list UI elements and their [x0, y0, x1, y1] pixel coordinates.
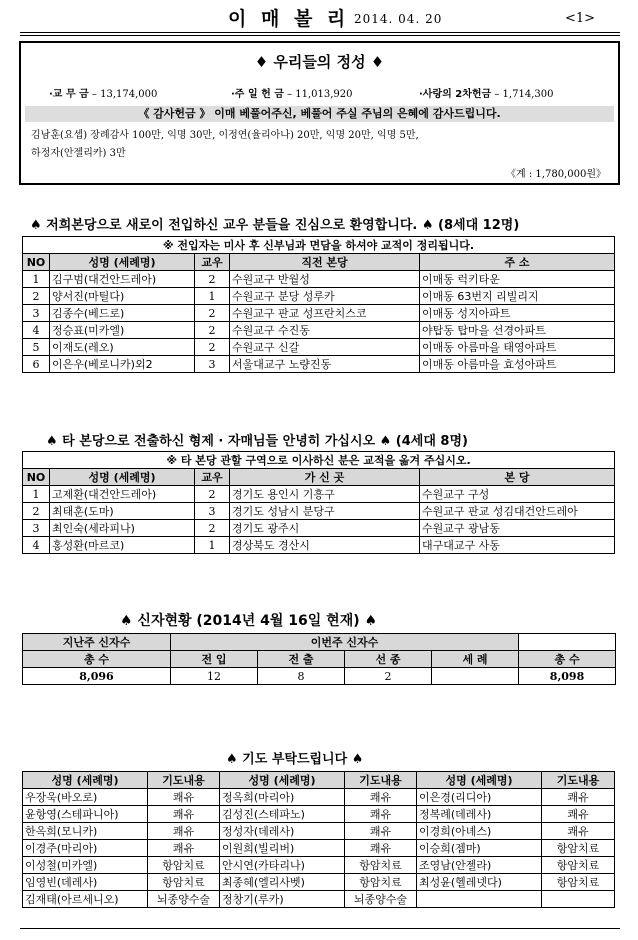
- prayer-cell: 이경희(아녜스): [417, 823, 542, 840]
- prayer-cell: 이성철(미카엘): [23, 857, 148, 874]
- prayer-row: [23, 840, 615, 857]
- prayer-cell: 이원희(빌리버): [220, 840, 345, 857]
- newcomers-note: ※ 전입자는 미사 후 신부님과 면담을 하셔야 교적이 정리됩니다.: [23, 237, 615, 254]
- table-cell: 4: [23, 537, 50, 554]
- page-number: <1>: [565, 11, 596, 26]
- stats-value: 8,098: [519, 668, 616, 685]
- stats-blank-header: [519, 634, 616, 651]
- table-row: [23, 305, 615, 322]
- table-cell: 3: [23, 305, 50, 322]
- prayer-cell: 최성윤(헬레넷다): [417, 874, 542, 891]
- table-cell: 6: [23, 356, 50, 373]
- table-cell: 수원교구 판교 성프란치스코: [230, 305, 420, 322]
- prayer-cell: 쾌유: [148, 823, 220, 840]
- prayer-cell: 정옥희(마리아): [220, 789, 345, 806]
- prayer-cell: 안시연(카타리나): [220, 857, 345, 874]
- column-header: NO: [23, 469, 50, 486]
- table-row: [23, 322, 615, 339]
- thanks-banner: 《 감사헌금 》 이매 베풀어주신, 베풀어 주실 주님의 은혜에 감사드립니다.: [25, 106, 614, 122]
- prayer-row: [23, 874, 615, 891]
- table-cell: 수원교구 구성: [420, 486, 615, 503]
- table-cell: 3: [23, 520, 50, 537]
- table-cell: 정승표(미카엘): [50, 322, 195, 339]
- table-cell: 1: [195, 288, 230, 305]
- bulletin-date: 2014. 04. 20: [354, 12, 443, 26]
- prayer-row: [23, 806, 615, 823]
- table-cell: 수원교구 수진동: [230, 322, 420, 339]
- table-cell: 이매동 아름마을 효성아파트: [420, 356, 615, 373]
- header-rule-2: [20, 35, 620, 36]
- table-cell: 수원교구 분당 성루카: [230, 288, 420, 305]
- transfers-note: ※ 타 본당 관할 구역으로 이사하신 분은 교적을 옮겨 주십시오.: [23, 452, 615, 469]
- table-row: [23, 288, 615, 305]
- column-header: 본 당: [420, 469, 615, 486]
- prayer-cell: 쾌유: [345, 823, 417, 840]
- prayer-cell: 항암치료: [148, 857, 220, 874]
- table-cell: 2: [195, 271, 230, 288]
- offering-item: ·사랑의 2차헌금 – 1,714,300: [419, 89, 554, 100]
- prayer-cell: 정복례(데레사): [417, 806, 542, 823]
- prayer-table: [22, 771, 615, 908]
- column-header: 성명 (세례명): [50, 469, 195, 486]
- header-rule: [20, 32, 620, 33]
- prayer-cell: 항암치료: [542, 840, 615, 857]
- stats-column-header: 선 종: [345, 651, 432, 668]
- stats-last-week-header: 지난주 신자수: [23, 634, 171, 651]
- prayer-cell: 정성자(데레사): [220, 823, 345, 840]
- donor-line: 하정자(안젤리카) 3만: [31, 148, 126, 159]
- column-header: 가 신 곳: [230, 469, 420, 486]
- prayer-column-header: 기도내용: [542, 772, 615, 789]
- table-cell: 수원교구 반월성: [230, 271, 420, 288]
- table-cell: 1: [23, 486, 50, 503]
- table-cell: 야탑동 탑마을 선경아파트: [420, 322, 615, 339]
- table-cell: 2: [23, 288, 50, 305]
- stats-title: ♠ 신자현황 (2014년 4월 16일 현재) ♠: [120, 613, 378, 629]
- prayer-cell: 쾌유: [345, 806, 417, 823]
- prayer-row: [23, 823, 615, 840]
- prayer-cell: 김성진(스테파노): [220, 806, 345, 823]
- offering-item: ·교 무 금 – 13,174,000: [49, 89, 158, 100]
- column-header: 주 소: [420, 254, 615, 271]
- table-cell: 2: [195, 322, 230, 339]
- prayer-cell: 쾌유: [542, 806, 615, 823]
- prayer-cell: 쾌유: [148, 789, 220, 806]
- table-cell: 3: [195, 356, 230, 373]
- prayer-column-header: 성명 (세례명): [23, 772, 148, 789]
- newcomers-table: [22, 236, 615, 373]
- prayer-cell: 임영빈(데레사): [23, 874, 148, 891]
- table-cell: 대구대교구 사동: [420, 537, 615, 554]
- prayer-cell: 김재태(아르세니오): [23, 891, 148, 908]
- table-row: [23, 356, 615, 373]
- table-cell: 최인숙(세라피나): [50, 520, 195, 537]
- stats-value: 12: [171, 668, 258, 685]
- table-cell: 김구범(대건안드레아): [50, 271, 195, 288]
- offering-total: 《계 : 1,780,000원》: [506, 169, 606, 180]
- stats-value: 8,096: [23, 668, 171, 685]
- table-row: [23, 537, 615, 554]
- stats-column-header: 총 수: [23, 651, 171, 668]
- table-cell: 3: [195, 503, 230, 520]
- footer-rule: [20, 928, 620, 929]
- column-header: NO: [23, 254, 50, 271]
- prayer-cell: 항암치료: [345, 874, 417, 891]
- prayer-cell: 뇌종양수술: [345, 891, 417, 908]
- prayer-cell: [542, 891, 615, 908]
- transfers-table: [22, 451, 615, 554]
- prayer-cell: 정창기(루카): [220, 891, 345, 908]
- prayer-cell: [417, 891, 542, 908]
- prayer-cell: 쾌유: [542, 789, 615, 806]
- stats-table: [22, 633, 616, 685]
- prayer-column-header: 기도내용: [345, 772, 417, 789]
- prayer-cell: 이경주(마리아): [23, 840, 148, 857]
- column-header: 교우: [195, 254, 230, 271]
- table-row: [23, 486, 615, 503]
- prayer-title: ♠ 기도 부탁드립니다 ♠: [226, 752, 364, 767]
- prayer-cell: 쾌유: [345, 840, 417, 857]
- table-cell: 2: [195, 305, 230, 322]
- table-cell: 양서진(마틸다): [50, 288, 195, 305]
- table-cell: 4: [23, 322, 50, 339]
- table-cell: 서울대교구 노량진동: [230, 356, 420, 373]
- newcomers-title: ♠ 저희본당으로 새로이 전입하신 교우 분들을 진심으로 환영합니다. ♠ (8세대 12명): [30, 218, 520, 233]
- table-cell: 2: [195, 486, 230, 503]
- table-cell: 이매동 럭키타운: [420, 271, 615, 288]
- table-cell: 1: [23, 271, 50, 288]
- transfers-title: ♠ 타 본당으로 전출하신 형제 · 자매님들 안녕히 가십시오 ♠ (4세대 8명): [46, 434, 468, 449]
- stats-this-week-header: 이번주 신자수: [171, 634, 519, 651]
- prayer-cell: 항암치료: [542, 874, 615, 891]
- prayer-cell: 쾌유: [345, 789, 417, 806]
- column-header: 교우: [195, 469, 230, 486]
- table-cell: 경기도 용인시 기흥구: [230, 486, 420, 503]
- table-cell: 2: [195, 339, 230, 356]
- table-cell: 최태훈(도마): [50, 503, 195, 520]
- stats-column-header: 세 례: [432, 651, 519, 668]
- prayer-column-header: 성명 (세례명): [417, 772, 542, 789]
- stats-column-header: 전 출: [258, 651, 345, 668]
- prayer-cell: 항암치료: [148, 874, 220, 891]
- table-cell: 수원교구 신갈: [230, 339, 420, 356]
- prayer-cell: 윤항영(스테파니아): [23, 806, 148, 823]
- offering-title: ♦ 우리들의 정성 ♦: [254, 53, 385, 71]
- donor-list: [31, 127, 419, 163]
- table-cell: 경기도 성남시 분당구: [230, 503, 420, 520]
- table-cell: 이은우(베로니카)외2: [50, 356, 195, 373]
- table-cell: 수원교구 광남동: [420, 520, 615, 537]
- prayer-cell: 한옥희(모니카): [23, 823, 148, 840]
- table-row: [23, 520, 615, 537]
- table-cell: 경기도 광주시: [230, 520, 420, 537]
- prayer-cell: 항암치료: [542, 857, 615, 874]
- table-cell: 1: [195, 537, 230, 554]
- table-cell: 홍성환(마르코): [50, 537, 195, 554]
- table-cell: 2: [195, 520, 230, 537]
- prayer-cell: 쾌유: [542, 823, 615, 840]
- table-cell: 경상북도 경산시: [230, 537, 420, 554]
- table-cell: 이매동 63번지 리빌리지: [420, 288, 615, 305]
- prayer-row: [23, 857, 615, 874]
- table-cell: 고제환(대건안드레아): [50, 486, 195, 503]
- table-row: [23, 271, 615, 288]
- bulletin-title: 이 매 볼 리: [228, 8, 350, 30]
- table-cell: 5: [23, 339, 50, 356]
- table-row: [23, 339, 615, 356]
- prayer-cell: 뇌종양수술: [148, 891, 220, 908]
- stats-column-header: 전 입: [171, 651, 258, 668]
- column-header: 직전 본당: [230, 254, 420, 271]
- prayer-column-header: 기도내용: [148, 772, 220, 789]
- prayer-cell: 최종혜(엘리사벳): [220, 874, 345, 891]
- stats-column-header: 총 수: [519, 651, 616, 668]
- offering-item: ·주 일 헌 금 – 11,013,920: [231, 89, 353, 100]
- prayer-row: [23, 789, 615, 806]
- table-cell: 이매동 아름마을 태영아파트: [420, 339, 615, 356]
- prayer-cell: 항암치료: [345, 857, 417, 874]
- table-cell: 2: [23, 503, 50, 520]
- prayer-cell: 우장욱(바오로): [23, 789, 148, 806]
- donor-line: 김남훈(요셉) 장례감사 100만, 익명 30만, 이정연(율리아나) 20만, 익명 20만, 익명 5만,: [31, 130, 419, 141]
- column-header: 성명 (세례명): [50, 254, 195, 271]
- table-cell: 이매동 성지아파트: [420, 305, 615, 322]
- table-row: [23, 503, 615, 520]
- prayer-row: [23, 891, 615, 908]
- table-cell: 김종수(베드로): [50, 305, 195, 322]
- offering-box: [19, 41, 620, 185]
- prayer-cell: 이은경(리디아): [417, 789, 542, 806]
- prayer-column-header: 성명 (세례명): [220, 772, 345, 789]
- prayer-cell: 조영남(안젤라): [417, 857, 542, 874]
- stats-value: 2: [345, 668, 432, 685]
- table-cell: 수원교구 판교 성김대건안드레아: [420, 503, 615, 520]
- prayer-cell: 이승희(젬마): [417, 840, 542, 857]
- table-cell: 이재도(레오): [50, 339, 195, 356]
- prayer-cell: 쾌유: [148, 840, 220, 857]
- stats-value: 8: [258, 668, 345, 685]
- prayer-cell: 쾌유: [148, 806, 220, 823]
- stats-value: [432, 668, 519, 685]
